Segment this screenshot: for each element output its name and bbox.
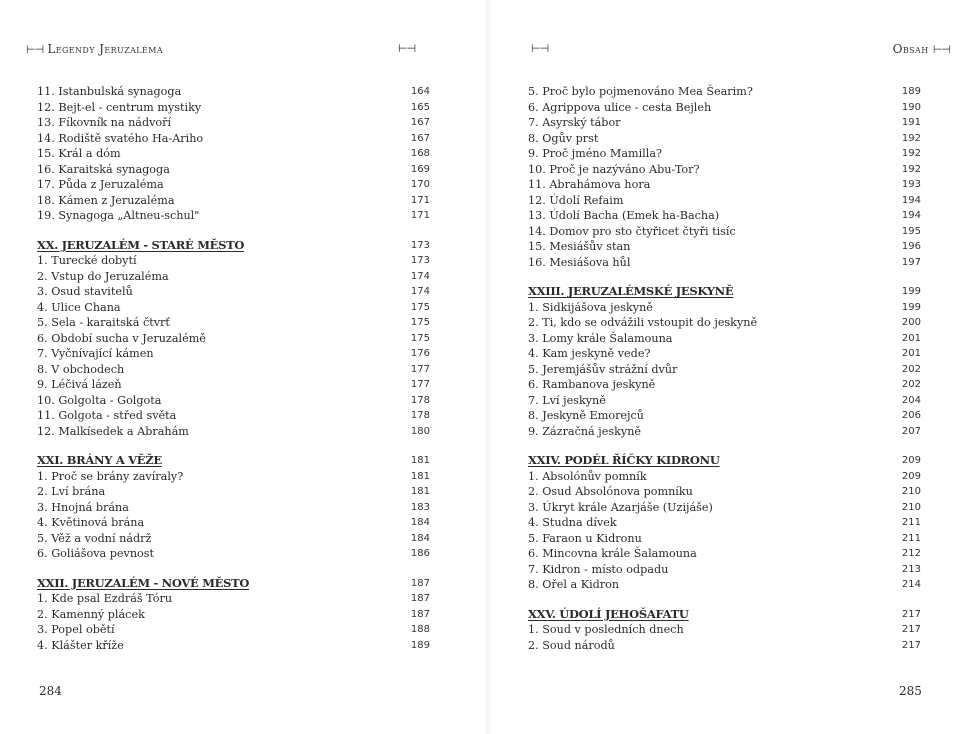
toc-entry xyxy=(528,331,921,347)
entry-page-number: 187 xyxy=(410,608,430,620)
entry-page-number: 188 xyxy=(410,624,430,635)
toc-section-heading xyxy=(528,284,921,300)
entry-page-number: 200 xyxy=(901,317,921,328)
entry-title: 1. Sidkijášova jeskyně xyxy=(528,300,653,314)
entry-title: 7. Kidron - místo odpadu xyxy=(528,562,669,576)
toc-entry xyxy=(528,346,921,362)
toc-entry xyxy=(37,638,430,654)
header-mark-right-inner: ⊢⊣ xyxy=(531,42,549,55)
section-page-number: 209 xyxy=(901,455,921,466)
toc-section-heading xyxy=(528,607,921,623)
section-page-number: 181 xyxy=(410,455,430,466)
toc-entry xyxy=(37,408,430,424)
entry-page-number: 199 xyxy=(901,301,921,313)
entry-page-number: 164 xyxy=(410,86,430,97)
entry-page-number: 171 xyxy=(410,194,430,206)
toc-entry xyxy=(37,146,430,162)
entry-title: 1. Absolónův pomník xyxy=(528,469,647,483)
entry-title: 15. Mesiášův stan xyxy=(528,240,631,253)
toc-entry xyxy=(528,300,921,316)
header-mark-right-outer: ⊢⊣ xyxy=(932,43,950,56)
entry-page-number: 192 xyxy=(901,163,921,175)
toc-entry xyxy=(528,162,921,178)
book-gutter xyxy=(484,0,492,734)
entry-page-number: 165 xyxy=(410,101,430,113)
entry-title: 5. Sela - karaitská čtvrť xyxy=(37,316,170,329)
toc-left-column xyxy=(37,84,430,653)
entry-title: 12. Malkísedek a Abrahám xyxy=(37,424,189,438)
toc-entry xyxy=(528,484,921,500)
toc-entry xyxy=(37,193,430,209)
entry-page-number: 184 xyxy=(410,517,430,528)
toc-entry xyxy=(528,115,921,131)
entry-title: 5. Proč bylo pojmenováno Mea Šearim? xyxy=(528,85,753,98)
toc-entry xyxy=(528,577,921,593)
running-header-right xyxy=(893,42,950,56)
toc-entry xyxy=(528,531,921,547)
toc-right-column xyxy=(528,84,921,653)
toc-entry xyxy=(528,146,921,162)
toc-entry xyxy=(528,362,921,378)
entry-page-number: 189 xyxy=(901,86,921,97)
toc-entry xyxy=(528,208,921,224)
toc-entry xyxy=(528,315,921,331)
section-title: XXIII. JERUZALÉMSKÉ JESKYNĚ xyxy=(528,284,734,298)
toc-entry xyxy=(37,208,430,224)
entry-page-number: 211 xyxy=(901,532,921,544)
toc-entry xyxy=(37,424,430,440)
toc-entry xyxy=(37,622,430,638)
toc-entry xyxy=(528,469,921,485)
entry-title: 4. Studna dívek xyxy=(528,516,617,529)
toc-entry xyxy=(37,393,430,409)
entry-title: 14. Rodiště svatého Ha-Ariho xyxy=(37,131,204,145)
entry-page-number: 192 xyxy=(901,132,921,144)
entry-page-number: 173 xyxy=(410,255,430,266)
running-title-right: Obsah xyxy=(892,42,929,56)
toc-entry xyxy=(37,84,430,100)
entry-page-number: 207 xyxy=(901,425,921,437)
section-title: XXIV. PODÉL ŘÍČKY KIDRONU xyxy=(528,453,720,467)
entry-page-number: 177 xyxy=(410,363,430,375)
entry-title: 3. Lomy krále Šalamouna xyxy=(528,331,673,345)
toc-entry xyxy=(37,177,430,193)
toc-entry xyxy=(37,546,430,562)
entry-page-number: 170 xyxy=(410,179,430,190)
entry-page-number: 202 xyxy=(901,363,921,375)
entry-title: 2. Ti, kdo se odvážili vstoupit do jeskyně xyxy=(528,316,758,329)
entry-title: 10. Golgolta - Golgota xyxy=(37,393,162,407)
toc-entry xyxy=(37,131,430,147)
entry-title: 14. Domov pro sto čtyřicet čtyři tisíc xyxy=(528,224,736,238)
toc-entry xyxy=(37,377,430,393)
entry-title: 3. Úkryt krále Azarjáše (Uzijáše) xyxy=(528,500,713,514)
entry-title: 11. Golgota - střed světa xyxy=(37,409,177,422)
entry-title: 17. Půda z Jeruzaléma xyxy=(37,178,164,191)
section-title: XXV. ÚDOLÍ JEHOŠAFATU xyxy=(528,606,689,621)
header-mark-left-outer: ⊢⊣ xyxy=(26,43,44,56)
page-number-left: 284 xyxy=(39,684,62,698)
entry-page-number: 195 xyxy=(901,225,921,237)
entry-page-number: 210 xyxy=(901,486,921,497)
entry-title: 12. Údolí Refaim xyxy=(528,193,624,207)
toc-section-heading xyxy=(37,453,430,469)
page-number-right: 285 xyxy=(899,684,922,698)
entry-page-number: 217 xyxy=(901,639,921,651)
entry-title: 18. Kámen z Jeruzaléma xyxy=(37,193,175,207)
toc-section-heading xyxy=(37,576,430,592)
toc-entry xyxy=(37,484,430,500)
entry-title: 16. Mesiášova hůl xyxy=(528,255,631,269)
toc-entry xyxy=(528,193,921,209)
toc-entry xyxy=(37,284,430,300)
section-title: XXI. BRÁNY A VĚŽE xyxy=(37,453,162,467)
toc-entry xyxy=(37,162,430,178)
toc-entry xyxy=(528,100,921,116)
toc-entry xyxy=(528,424,921,440)
entry-title: 12. Bejt-el - centrum mystiky xyxy=(37,100,202,114)
entry-page-number: 177 xyxy=(410,379,430,390)
entry-page-number: 181 xyxy=(410,470,430,482)
toc-entry xyxy=(528,500,921,516)
section-page-number: 217 xyxy=(901,608,921,620)
entry-title: 19. Synagoga „Altneu-schul" xyxy=(37,209,200,222)
toc-entry xyxy=(528,377,921,393)
entry-page-number: 194 xyxy=(901,210,921,221)
entry-page-number: 217 xyxy=(901,624,921,635)
entry-title: 11. Abrahámova hora xyxy=(528,178,651,191)
entry-page-number: 187 xyxy=(410,593,430,604)
entry-title: 6. Období sucha v Jeruzalémě xyxy=(37,331,206,345)
entry-title: 13. Údolí Bacha (Emek ha-Bacha) xyxy=(528,209,720,222)
entry-title: 6. Agrippova ulice - cesta Bejleh xyxy=(528,100,712,114)
entry-title: 3. Popel obětí xyxy=(37,623,115,636)
section-title: XXII. JERUZALÉM - NOVÉ MĚSTO xyxy=(37,575,250,590)
section-page-number: 173 xyxy=(410,239,430,251)
entry-page-number: 193 xyxy=(901,179,921,190)
entry-title: 8. Jeskyně Emorejců xyxy=(528,409,644,422)
entry-page-number: 214 xyxy=(901,579,921,590)
entry-title: 6. Goliášova pevnost xyxy=(37,547,155,560)
entry-page-number: 190 xyxy=(901,101,921,113)
entry-page-number: 175 xyxy=(410,301,430,313)
toc-entry xyxy=(528,562,921,578)
toc-entry xyxy=(37,531,430,547)
entry-title: 1. Kde psal Ezdráš Tóru xyxy=(37,592,173,605)
entry-page-number: 175 xyxy=(410,317,430,328)
entry-title: 7. Lví jeskyně xyxy=(528,393,606,407)
entry-title: 9. Léčivá lázeň xyxy=(37,378,122,391)
toc-entry xyxy=(528,515,921,531)
entry-page-number: 210 xyxy=(901,501,921,513)
header-mark-left-inner: ⊢⊣ xyxy=(398,42,416,55)
entry-title: 10. Proč je nazýváno Abu-Tor? xyxy=(528,162,700,176)
entry-page-number: 206 xyxy=(901,410,921,421)
entry-title: 8. V obchodech xyxy=(37,362,125,376)
toc-entry xyxy=(37,500,430,516)
toc-entry xyxy=(37,300,430,316)
toc-section-heading xyxy=(37,238,430,254)
entry-page-number: 194 xyxy=(901,194,921,206)
entry-title: 1. Turecké dobytí xyxy=(37,254,137,267)
entry-page-number: 201 xyxy=(901,348,921,359)
entry-title: 7. Vyčnívající kámen xyxy=(37,347,154,360)
toc-entry xyxy=(528,546,921,562)
entry-title: 2. Lví brána xyxy=(37,485,106,498)
toc-entry xyxy=(528,239,921,255)
toc-entry xyxy=(528,224,921,240)
entry-title: 5. Faraon u Kidronu xyxy=(528,531,642,545)
toc-entry xyxy=(37,591,430,607)
toc-entry xyxy=(528,638,921,654)
entry-title: 2. Vstup do Jeruzaléma xyxy=(37,269,169,283)
toc-entry xyxy=(37,607,430,623)
toc-entry xyxy=(37,115,430,131)
entry-title: 5. Jeremjášův strážní dvůr xyxy=(528,362,678,376)
entry-title: 7. Asyrský tábor xyxy=(528,116,621,129)
entry-page-number: 175 xyxy=(410,332,430,344)
toc-entry xyxy=(528,84,921,100)
entry-page-number: 184 xyxy=(410,532,430,544)
toc-entry xyxy=(528,408,921,424)
entry-page-number: 192 xyxy=(901,148,921,159)
entry-title: 1. Proč se brány zavíraly? xyxy=(37,469,184,483)
entry-title: 11. Istanbulská synagoga xyxy=(37,85,182,98)
entry-title: 5. Věž a vodní nádrž xyxy=(37,531,152,545)
entry-title: 4. Květinová brána xyxy=(37,516,145,529)
entry-title: 3. Hnojná brána xyxy=(37,500,129,514)
entry-page-number: 209 xyxy=(901,470,921,482)
entry-title: 2. Osud Absolónova pomníku xyxy=(528,485,693,498)
entry-page-number: 174 xyxy=(410,270,430,282)
entry-page-number: 168 xyxy=(410,148,430,159)
toc-entry xyxy=(37,515,430,531)
entry-page-number: 178 xyxy=(410,394,430,406)
entry-title: 6. Rambanova jeskyně xyxy=(528,378,656,391)
section-page-number: 187 xyxy=(410,577,430,589)
entry-page-number: 171 xyxy=(410,210,430,221)
entry-page-number: 178 xyxy=(410,410,430,421)
entry-page-number: 186 xyxy=(410,548,430,559)
entry-page-number: 174 xyxy=(410,286,430,297)
entry-title: 13. Fíkovník na nádvoří xyxy=(37,116,172,129)
running-header-left xyxy=(26,42,163,56)
entry-page-number: 176 xyxy=(410,348,430,359)
section-title: XX. JERUZALÉM - STARÉ MĚSTO xyxy=(37,237,245,252)
entry-page-number: 213 xyxy=(901,563,921,575)
entry-title: 4. Klášter kříže xyxy=(37,638,124,652)
entry-title: 15. Král a dóm xyxy=(37,147,121,160)
entry-title: 9. Proč jméno Mamilla? xyxy=(528,147,662,160)
entry-title: 1. Soud v posledních dnech xyxy=(528,623,684,636)
entry-page-number: 196 xyxy=(901,241,921,252)
toc-entry xyxy=(528,131,921,147)
entry-page-number: 191 xyxy=(901,117,921,128)
toc-entry xyxy=(37,100,430,116)
entry-page-number: 167 xyxy=(410,132,430,144)
running-title-left: Legendy Jeruzaléma xyxy=(47,42,164,56)
toc-entry xyxy=(528,177,921,193)
entry-page-number: 167 xyxy=(410,117,430,128)
section-page-number: 199 xyxy=(901,286,921,297)
entry-title: 4. Kam jeskyně vede? xyxy=(528,347,651,360)
toc-entry xyxy=(37,346,430,362)
entry-page-number: 169 xyxy=(410,163,430,175)
toc-entry xyxy=(37,315,430,331)
toc-entry xyxy=(37,469,430,485)
toc-entry xyxy=(528,255,921,271)
entry-title: 2. Kamenný plácek xyxy=(37,607,145,621)
entry-title: 3. Osud stavitelů xyxy=(37,285,133,298)
entry-title: 16. Karaitská synagoga xyxy=(37,162,170,176)
entry-title: 6. Mincovna krále Šalamouna xyxy=(528,547,697,560)
entry-title: 8. Ořel a Kidron xyxy=(528,578,620,591)
toc-entry xyxy=(37,331,430,347)
toc-entry xyxy=(37,362,430,378)
entry-title: 2. Soud národů xyxy=(528,638,615,652)
toc-entry xyxy=(37,269,430,285)
entry-page-number: 181 xyxy=(410,486,430,497)
toc-section-heading xyxy=(528,453,921,469)
entry-page-number: 201 xyxy=(901,332,921,344)
entry-page-number: 180 xyxy=(410,425,430,437)
entry-page-number: 197 xyxy=(901,256,921,268)
toc-entry xyxy=(528,393,921,409)
entry-page-number: 212 xyxy=(901,548,921,559)
entry-title: 9. Zázračná jeskyně xyxy=(528,424,642,438)
entry-page-number: 189 xyxy=(410,639,430,651)
entry-title: 8. Ogův prst xyxy=(528,131,599,145)
entry-page-number: 211 xyxy=(901,517,921,528)
toc-entry xyxy=(37,253,430,269)
entry-page-number: 183 xyxy=(410,501,430,513)
entry-page-number: 204 xyxy=(901,394,921,406)
entry-page-number: 202 xyxy=(901,379,921,390)
entry-title: 4. Ulice Chana xyxy=(37,300,121,314)
toc-entry xyxy=(528,622,921,638)
